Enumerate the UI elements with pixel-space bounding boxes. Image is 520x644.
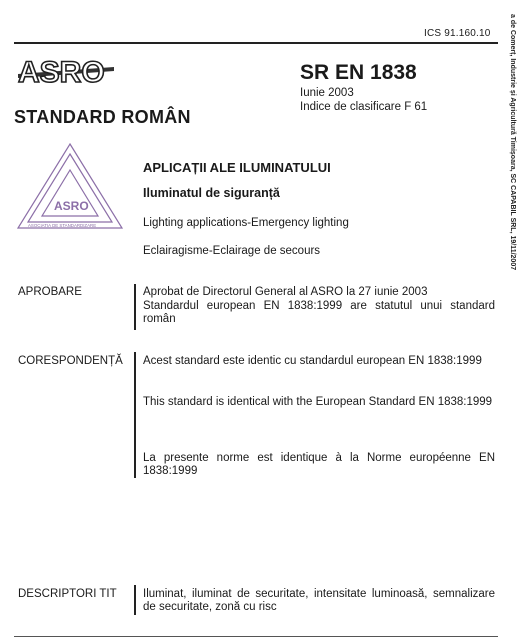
correspondence-ro: Acest standard este identic cu standardul european EN 1838:1999 — [143, 355, 482, 367]
title-ro: APLICAȚII ALE ILUMINATULUI — [143, 160, 331, 175]
correspondence-fr: La presente norme est identique à la Norme européenne EN 1838:1999 — [143, 452, 495, 477]
approval-line-1: Aprobat de Directorul General al ASRO la 27 iunie 2003 — [143, 286, 428, 298]
standard-date: Iunie 2003 — [300, 87, 354, 99]
logo-text: ASRO — [18, 56, 105, 89]
title-en: Lighting applications-Emergency lighting — [143, 217, 349, 229]
descriptors-label: DESCRIPTORI TIT — [18, 588, 117, 600]
approval-label: APROBARE — [18, 286, 82, 298]
side-note: a de Comerț, Industrie și Agricultură Timișoara, SC CAPABIL SRL, 19/11/2007 — [509, 14, 516, 271]
standard-label: STANDARD ROMÂN — [14, 107, 191, 127]
asro-logo — [14, 52, 122, 92]
asro-stamp — [14, 140, 126, 232]
approval-line-2: Standardul european EN 1838:1999 are statutul unui standard român — [143, 300, 495, 325]
correspondence-label: CORESPONDENȚĂ — [18, 355, 123, 367]
descriptors-bar — [134, 585, 136, 615]
correspondence-en: This standard is identical with the European Standard EN 1838:1999 — [143, 396, 493, 408]
descriptors-text: Iluminat, iluminat de securitate, intensitate luminoasă, semnalizare de securitate, zonă cu risc — [143, 588, 495, 613]
stamp-center-text: ASRO — [54, 199, 89, 213]
ics-code: ICS 91.160.10 — [424, 28, 491, 39]
header-rule — [14, 42, 498, 44]
standard-code: SR EN 1838 — [300, 61, 417, 84]
stamp-ring-text: ASOCIATIA DE STANDARDIZARE — [28, 223, 97, 228]
approval-bar — [134, 284, 136, 330]
title-fr: Eclairagisme-Eclairage de secours — [143, 245, 321, 257]
classification-index: Indice de clasificare F 61 — [300, 101, 428, 113]
subtitle-ro: Iluminatul de siguranță — [143, 186, 280, 200]
footer-rule — [14, 636, 498, 637]
correspondence-bar — [134, 352, 136, 478]
